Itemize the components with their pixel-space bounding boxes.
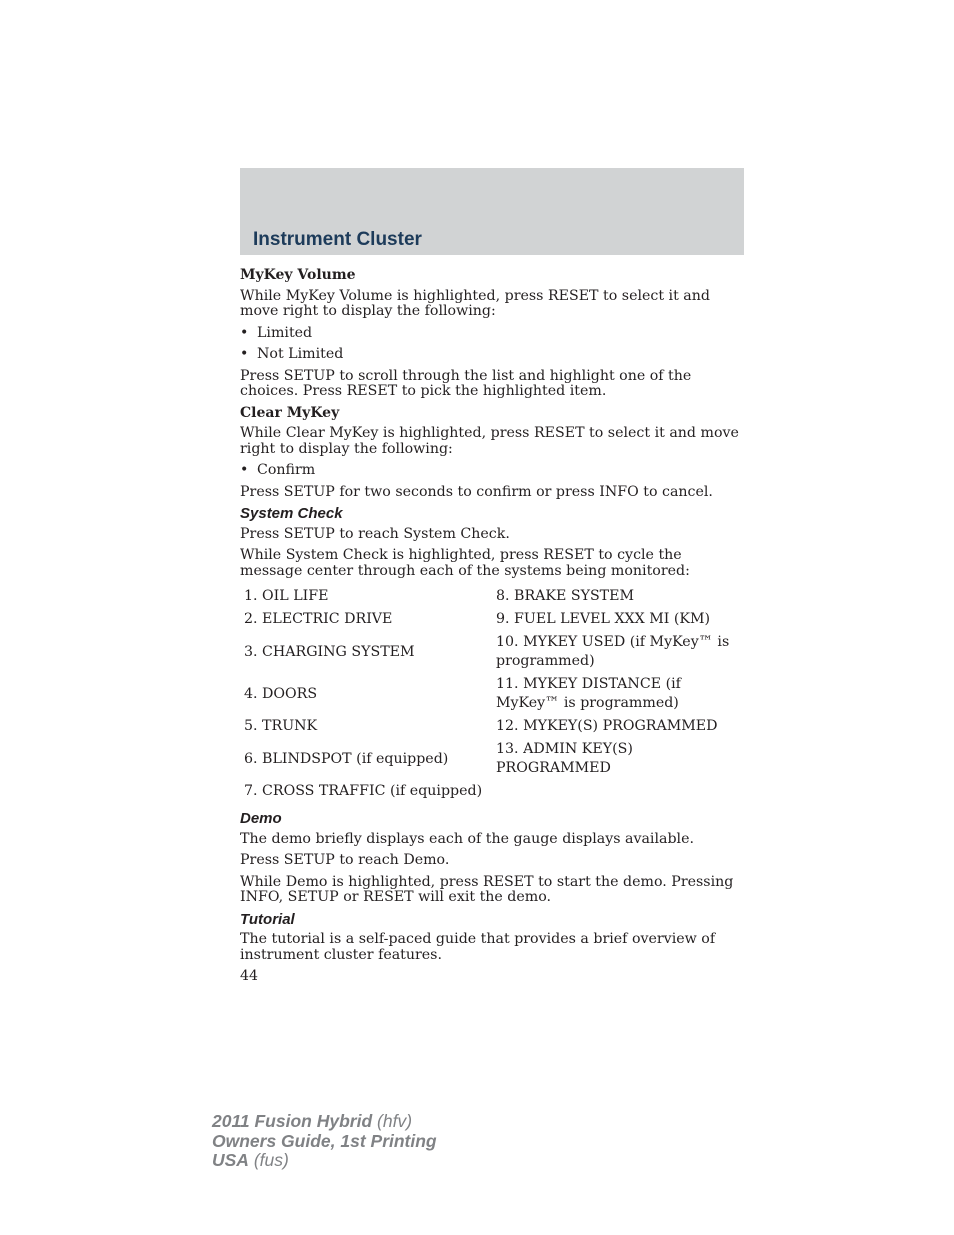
table-row [240,715,744,738]
footer-market: USA [212,1150,249,1170]
table-cell: 2. ELECTRIC DRIVE [244,611,393,627]
table-row [240,738,744,780]
table-row [240,585,744,608]
footer-edition: Owners Guide, 1st Printing [212,1130,437,1151]
system-check-p2: While System Check is highlighted, press RESET to cycle the message center through each of the systems being monitored: [240,547,690,579]
table-cell: 13. ADMIN KEY(S) PROGRAMMED [496,741,633,776]
mykey-volume-intro: While MyKey Volume is highlighted, press RESET to select it and move right to display the following: [240,287,710,319]
table-cell: 7. CROSS TRAFFIC (if equipped) [244,783,483,799]
document-footer [212,1112,437,1171]
clear-mykey-intro: While Clear MyKey is highlighted, press RESET to select it and move right to display the following: [240,425,739,457]
list-item: • Confirm [240,463,744,479]
table-cell [492,780,744,803]
page-number: 44 [240,968,259,984]
tutorial-heading: Tutorial [240,910,295,928]
table-cell: 4. DOORS [244,685,318,702]
mykey-volume-heading: MyKey Volume [240,267,356,283]
page-content [240,268,744,985]
mykey-volume-instruction: Press SETUP to scroll through the list and highlight one of the choices. Press RESET to pick the highlighted item. [240,367,692,399]
table-cell: 10. MYKEY USED (if MyKey™ is programmed) [496,634,730,669]
system-check-table [240,585,744,803]
demo-p3: While Demo is highlighted, press RESET to start the demo. Pressing INFO, SETUP or RESET will exit the demo. [240,873,734,905]
list-item: • Not Limited [240,347,744,363]
footer-model-code: (hfv) [377,1111,413,1131]
footer-line-2 [212,1132,437,1152]
system-check-heading: System Check [240,505,343,522]
table-row [240,673,744,715]
footer-line-1 [212,1112,437,1132]
demo-p2: Press SETUP to reach Demo. [240,852,450,868]
table-cell: 11. MYKEY DISTANCE (if MyKey™ is programmed) [496,676,681,711]
section-title: Instrument Cluster [253,229,422,250]
mykey-volume-options [240,326,744,363]
table-cell: 9. FUEL LEVEL XXX MI (KM) [496,611,711,627]
table-cell: 8. BRAKE SYSTEM [496,588,635,604]
footer-market-code: (fus) [253,1150,289,1170]
clear-mykey-heading: Clear MyKey [240,404,340,421]
table-row [240,631,744,673]
tutorial-p1: The tutorial is a self-paced guide that provides a brief overview of instrument cluster features. [240,931,716,963]
system-check-p1: Press SETUP to reach System Check. [240,525,510,542]
table-cell: 5. TRUNK [244,718,318,734]
footer-model: 2011 Fusion Hybrid [212,1111,373,1131]
clear-mykey-options [240,463,744,479]
demo-p1: The demo briefly displays each of the gauge displays available. [240,830,694,847]
footer-line-3 [212,1151,437,1171]
list-item: • Limited [240,326,744,342]
section-header-band [240,168,744,255]
table-cell: 12. MYKEY(S) PROGRAMMED [496,718,718,734]
clear-mykey-instruction: Press SETUP for two seconds to confirm or press INFO to cancel. [240,483,713,500]
table-row [240,780,744,803]
table-cell: 3. CHARGING SYSTEM [244,643,415,660]
table-row [240,608,744,631]
demo-heading: Demo [240,810,282,827]
table-cell: 1. OIL LIFE [244,588,329,604]
table-cell: 6. BLINDSPOT (if equipped) [244,750,449,767]
